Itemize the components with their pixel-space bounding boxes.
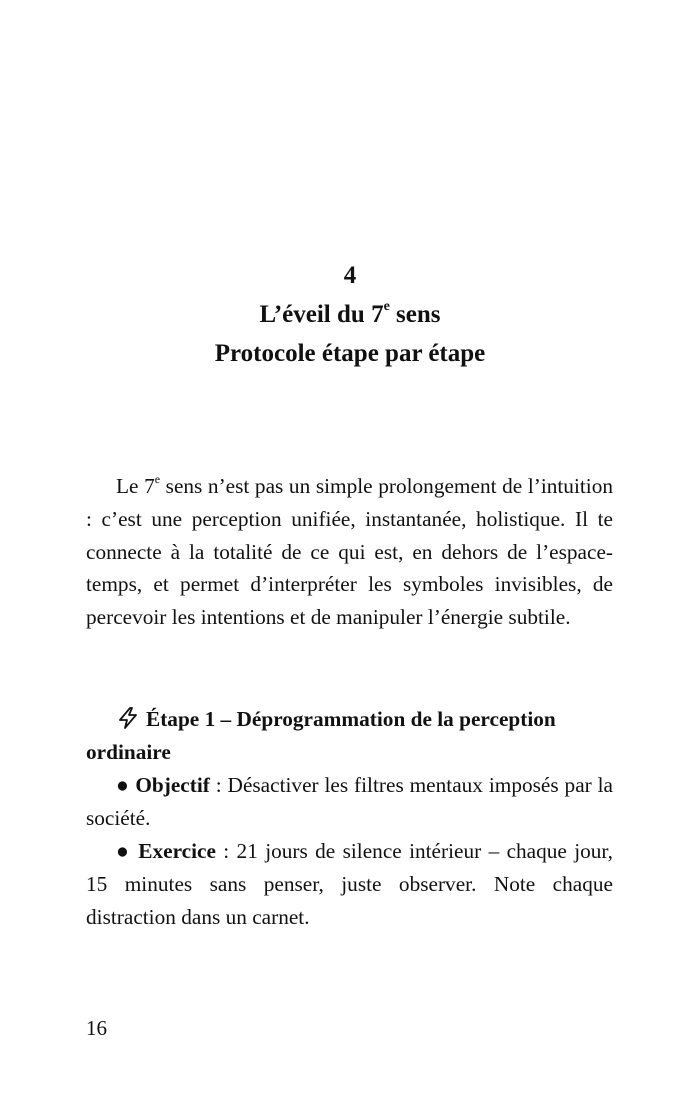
bullet-text: : 21 jours de silence intérieur – chaque jour, 15 minutes sans penser, juste observer. Note chaque distraction dans un carnet. bbox=[86, 839, 613, 929]
bullet-marker: ● bbox=[116, 839, 131, 863]
lightning-bolt-icon bbox=[116, 706, 140, 730]
step-title-text: Étape 1 – Déprogrammation de la perception ordinaire bbox=[86, 707, 556, 764]
bullet-label: Objectif bbox=[135, 773, 210, 797]
bullet-marker: ● bbox=[116, 773, 130, 797]
chapter-heading bbox=[0, 256, 700, 373]
chapter-number: 4 bbox=[343, 262, 357, 289]
bullet-text: : Désactiver les filtres mentaux imposés par la société. bbox=[86, 773, 613, 830]
chapter-title-superscript: e bbox=[383, 298, 390, 314]
bullet-label: Exercice bbox=[138, 839, 216, 863]
intro-paragraph bbox=[86, 470, 613, 634]
chapter-title-suffix: sens bbox=[389, 301, 441, 328]
chapter-subtitle: Protocole étape par étape bbox=[214, 340, 486, 367]
intro-superscript: e bbox=[154, 471, 161, 486]
intro-prefix: Le 7 bbox=[116, 474, 155, 498]
bullet-exercice bbox=[86, 835, 613, 933]
chapter-title-prefix: L’éveil du 7 bbox=[259, 301, 384, 328]
intro-text: sens n’est pas un simple prolongement de l’intuition : c’est une perception unifiée, instantanée, holistique. Il te connecte à la totalité de ce qui est, en dehors de l’espace-temps, et permet d’interpréter les symboles invisibles, de percevoir les intentions et de manipuler l’énergie subtile. bbox=[86, 474, 614, 630]
chapter-title bbox=[0, 295, 700, 334]
bullet-objectif bbox=[86, 769, 613, 835]
step-title bbox=[86, 703, 613, 769]
page-number: 16 bbox=[86, 1016, 107, 1040]
